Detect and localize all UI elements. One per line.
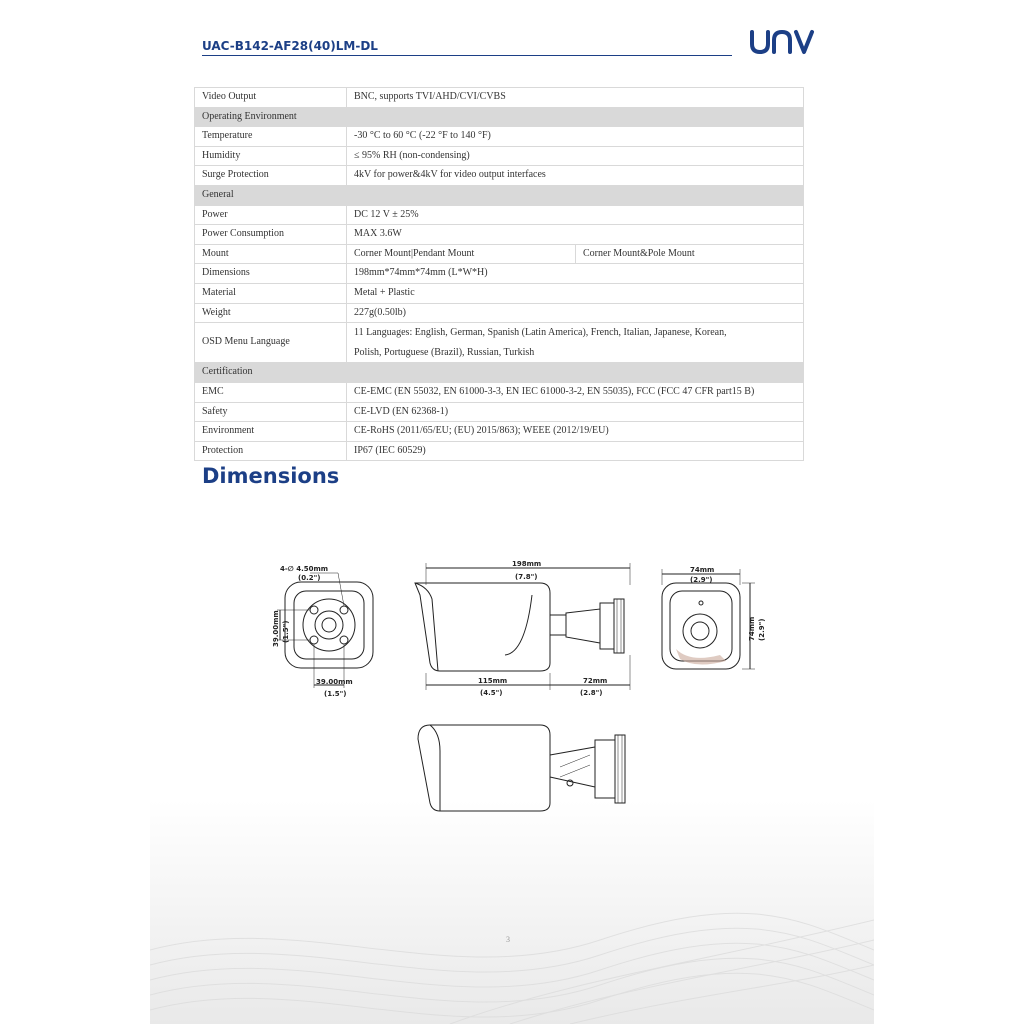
table-row xyxy=(195,127,804,147)
section-title: Operating Environment xyxy=(195,107,804,127)
table-row xyxy=(195,323,804,363)
front-vertical-dim: 39.00mm xyxy=(272,610,280,647)
spec-value: CE-EMC (EN 55032, EN 61000-3-3, EN IEC 61000-3-2, EN 55035), FCC (FCC 47 CFR part15 B) xyxy=(347,382,804,402)
side-length-dim: 198mm xyxy=(512,560,542,568)
spec-table xyxy=(194,87,804,461)
spec-value-line: 11 Languages: English, German, Spanish (Latin America), French, Italian, Japanese, Korean, xyxy=(354,327,727,339)
section-title: General xyxy=(195,185,804,205)
spec-label: Surge Protection xyxy=(195,166,347,186)
back-width-dim: 74mm xyxy=(690,566,715,574)
bottom-side-view xyxy=(418,725,625,811)
spec-value: Corner Mount&Pole Mount xyxy=(576,244,804,264)
spec-value-line: Polish, Portuguese (Brazil), Russian, Turkish xyxy=(354,346,535,358)
dimensions-heading: Dimensions xyxy=(202,464,340,488)
section-header-row xyxy=(195,107,804,127)
spec-value: IP67 (IEC 60529) xyxy=(347,441,804,461)
spec-label: Weight xyxy=(195,303,347,323)
back-height-dim: 74mm xyxy=(748,616,756,641)
spec-label: Temperature xyxy=(195,127,347,147)
dimension-drawing xyxy=(250,555,780,820)
front-vertical-dim-inch: (1.5") xyxy=(282,620,290,643)
table-row xyxy=(195,441,804,461)
spec-label: EMC xyxy=(195,382,347,402)
side-view xyxy=(415,563,630,690)
front-horizontal-dim: 39.00mm xyxy=(316,678,353,686)
front-hole-label: 4-∅ 4.50mm xyxy=(280,565,329,573)
model-number: UAC-B142-AF28(40)LM-DL xyxy=(202,39,378,53)
spec-label: Mount xyxy=(195,244,347,264)
side-bracket-dim: 72mm xyxy=(583,677,608,685)
unv-logo-mark xyxy=(748,24,818,56)
table-row xyxy=(195,303,804,323)
spec-value xyxy=(347,323,804,363)
table-row xyxy=(195,402,804,422)
background-wave-pattern xyxy=(150,800,874,1024)
table-row xyxy=(195,225,804,245)
spec-value: Metal + Plastic xyxy=(347,283,804,303)
back-view xyxy=(662,569,755,669)
table-row xyxy=(195,244,804,264)
table-row xyxy=(195,205,804,225)
table-row xyxy=(195,382,804,402)
section-header-row xyxy=(195,363,804,383)
section-title: Certification xyxy=(195,363,804,383)
front-horizontal-dim-inch: (1.5") xyxy=(324,690,347,698)
spec-label: Humidity xyxy=(195,146,347,166)
spec-label: Safety xyxy=(195,402,347,422)
table-row xyxy=(195,264,804,284)
back-width-dim-inch: (2.9") xyxy=(690,576,713,584)
brand-logo xyxy=(748,24,818,65)
back-sticker-shape xyxy=(676,649,726,665)
spec-label: Environment xyxy=(195,422,347,442)
back-height-dim-inch: (2.9") xyxy=(758,618,766,641)
spec-label: OSD Menu Language xyxy=(195,323,347,363)
page-number: 3 xyxy=(506,935,510,944)
spec-value: -30 °C to 60 °C (-22 °F to 140 °F) xyxy=(347,127,804,147)
table-row xyxy=(195,422,804,442)
spec-value: MAX 3.6W xyxy=(347,225,804,245)
spec-value: BNC, supports TVI/AHD/CVI/CVBS xyxy=(347,88,804,108)
spec-value: 4kV for power&4kV for video output interfaces xyxy=(347,166,804,186)
spec-label: Power Consumption xyxy=(195,225,347,245)
spec-value: DC 12 V ± 25% xyxy=(347,205,804,225)
spec-value: 227g(0.50lb) xyxy=(347,303,804,323)
front-hole-inch: (0.2") xyxy=(298,574,321,582)
spec-value: ≤ 95% RH (non-condensing) xyxy=(347,146,804,166)
datasheet-page xyxy=(150,0,874,1024)
table-row xyxy=(195,166,804,186)
side-body-dim-inch: (4.5") xyxy=(480,689,503,697)
spec-label: Power xyxy=(195,205,347,225)
section-header-row xyxy=(195,185,804,205)
spec-label: Material xyxy=(195,283,347,303)
spec-value: Corner Mount|Pendant Mount xyxy=(347,244,576,264)
side-length-dim-inch: (7.8") xyxy=(515,573,538,581)
table-row xyxy=(195,146,804,166)
front-view xyxy=(277,573,373,688)
header-rule xyxy=(202,55,732,56)
spec-value: CE-LVD (EN 62368-1) xyxy=(347,402,804,422)
table-row xyxy=(195,88,804,108)
side-bracket-dim-inch: (2.8") xyxy=(580,689,603,697)
spec-value: CE-RoHS (2011/65/EU; (EU) 2015/863); WEEE (2012/19/EU) xyxy=(347,422,804,442)
spec-label: Protection xyxy=(195,441,347,461)
spec-label: Video Output xyxy=(195,88,347,108)
spec-value: 198mm*74mm*74mm (L*W*H) xyxy=(347,264,804,284)
side-body-dim: 115mm xyxy=(478,677,508,685)
table-row xyxy=(195,283,804,303)
spec-label: Dimensions xyxy=(195,264,347,284)
